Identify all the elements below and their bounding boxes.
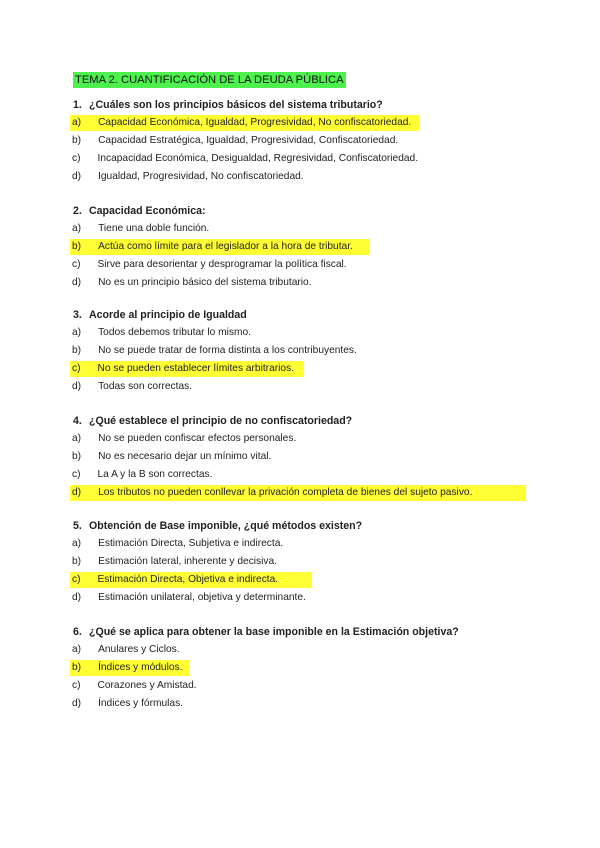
option-b xyxy=(72,449,569,465)
option-letter: a) xyxy=(72,538,82,549)
option-d xyxy=(72,696,569,712)
option-text: Igualdad, Progresividad, No confiscatoriedad. xyxy=(98,171,304,182)
option-letter: d) xyxy=(72,592,82,603)
option-letter: a) xyxy=(72,327,82,338)
option-letter: a) xyxy=(72,433,82,444)
option-text: Incapacidad Económica, Desigualdad, Regresividad, Confiscatoriedad. xyxy=(97,153,419,164)
question-number: 5. xyxy=(73,520,82,532)
option-text: Anulares y Ciclos. xyxy=(98,644,180,655)
question-6 xyxy=(72,624,569,714)
question-text: ¿Cuáles son los principios básicos del sistema tributario? xyxy=(89,99,383,111)
option-text: Estimación unilateral, objetiva y determinante. xyxy=(98,592,306,603)
option-letter: c) xyxy=(72,680,81,691)
question-4 xyxy=(72,413,569,503)
question-1 xyxy=(72,97,569,187)
option-c xyxy=(72,361,569,377)
option-letter: c) xyxy=(72,363,81,374)
option-letter: b) xyxy=(72,345,82,356)
option-text: Estimación lateral, inherente y decisiva. xyxy=(98,556,277,567)
option-c xyxy=(72,467,569,483)
question-text: Obtención de Base imponible, ¿qué métodos existen? xyxy=(89,520,363,532)
option-letter: a) xyxy=(72,117,82,128)
question-title xyxy=(73,413,569,429)
option-letter: c) xyxy=(72,469,81,480)
option-letter: b) xyxy=(72,662,82,673)
question-text: ¿Qué se aplica para obtener la base imponible en la Estimación objetiva? xyxy=(89,626,459,638)
question-title xyxy=(73,518,569,534)
option-text: Sirve para desorientar y desprogramar la política fiscal. xyxy=(97,259,347,270)
option-text: Todos debemos tributar lo mismo. xyxy=(98,327,251,338)
question-text: Acorde al principio de Igualdad xyxy=(89,309,247,321)
option-a xyxy=(72,536,569,552)
option-d xyxy=(72,590,569,606)
question-3 xyxy=(72,307,569,397)
option-d xyxy=(72,275,569,291)
question-title xyxy=(73,624,569,640)
option-a xyxy=(72,431,569,447)
option-text: La A y la B son correctas. xyxy=(97,469,213,480)
option-b xyxy=(72,343,569,359)
option-text: Estimación Directa, Subjetiva e indirecta. xyxy=(98,538,284,549)
option-text: Actúa como límite para el legislador a la hora de tributar. xyxy=(98,241,353,252)
question-number: 3. xyxy=(73,309,82,321)
option-letter: c) xyxy=(72,153,81,164)
option-b xyxy=(72,239,569,255)
question-title xyxy=(73,203,569,219)
option-a xyxy=(72,221,569,237)
question-number: 2. xyxy=(73,205,82,217)
option-letter: d) xyxy=(72,698,82,709)
option-c xyxy=(72,678,569,694)
option-letter: a) xyxy=(72,644,82,655)
option-letter: d) xyxy=(72,277,82,288)
option-letter: b) xyxy=(72,451,82,462)
question-number: 4. xyxy=(73,415,82,427)
option-text: Tiene una doble función. xyxy=(98,223,210,234)
question-2 xyxy=(72,203,569,293)
option-text: Capacidad Estratégica, Igualdad, Progresividad, Confiscatoriedad. xyxy=(98,135,399,146)
option-letter: d) xyxy=(72,487,82,498)
option-letter: b) xyxy=(72,556,82,567)
option-d xyxy=(72,485,569,501)
question-text: ¿Qué establece el principio de no confiscatoriedad? xyxy=(89,415,353,427)
option-text: No es necesario dejar un mínimo vital. xyxy=(98,451,272,462)
option-d xyxy=(72,169,569,185)
question-text: Capacidad Económica: xyxy=(89,205,206,217)
option-a xyxy=(72,115,569,131)
option-a xyxy=(72,325,569,341)
option-letter: d) xyxy=(72,381,82,392)
option-text: No se pueden confiscar efectos personales. xyxy=(98,433,297,444)
option-text: Todas son correctas. xyxy=(98,381,193,392)
option-text: Índices y fórmulas. xyxy=(98,698,183,709)
option-b xyxy=(72,554,569,570)
option-text: Los tributos no pueden conllevar la privación completa de bienes del sujeto pasivo. xyxy=(98,487,473,498)
option-letter: c) xyxy=(72,574,81,585)
option-c xyxy=(72,151,569,167)
option-a xyxy=(72,642,569,658)
question-title xyxy=(73,97,569,113)
option-letter: a) xyxy=(72,223,82,234)
option-letter: c) xyxy=(72,259,81,270)
option-text: Índices y módulos. xyxy=(98,662,183,673)
page-title: TEMA 2. CUANTIFICACIÓN DE LA DEUDA PÚBLICA xyxy=(75,74,344,86)
question-number: 1. xyxy=(73,99,82,111)
option-letter: b) xyxy=(72,241,82,252)
option-text: No es un principio básico del sistema tributario. xyxy=(98,277,312,288)
question-5 xyxy=(72,518,569,608)
option-text: Capacidad Económica, Igualdad, Progresividad, No confiscatoriedad. xyxy=(98,117,412,128)
question-title xyxy=(73,307,569,323)
option-c xyxy=(72,257,569,273)
question-number: 6. xyxy=(73,626,82,638)
option-b xyxy=(72,660,569,676)
option-text: Estimación Directa, Objetiva e indirecta. xyxy=(97,574,279,585)
option-letter: b) xyxy=(72,135,82,146)
option-b xyxy=(72,133,569,149)
option-d xyxy=(72,379,569,395)
option-text: Corazones y Amistad. xyxy=(97,680,197,691)
option-text: No se puede tratar de forma distinta a los contribuyentes. xyxy=(98,345,357,356)
option-text: No se pueden establecer límites arbitrarios. xyxy=(97,363,294,374)
option-letter: d) xyxy=(72,171,82,182)
option-c xyxy=(72,572,569,588)
